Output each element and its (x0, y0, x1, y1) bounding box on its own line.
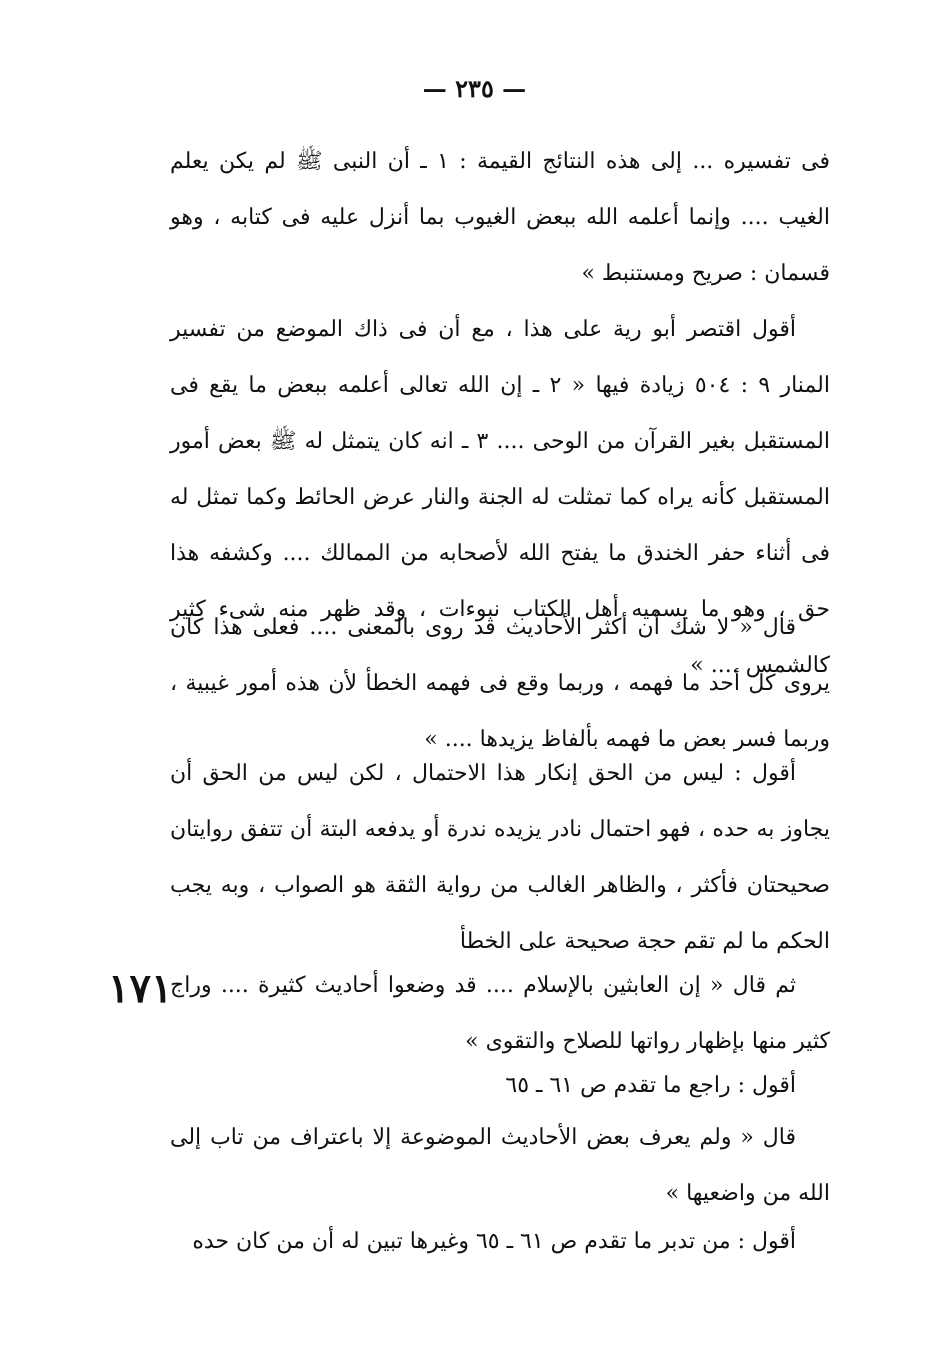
paragraph-6 (170, 1058, 830, 1114)
paragraph-text: قال « ولم يعرف بعض الأحاديث الموضوعة إلا باعتراف من تاب إلى الله من واضعيها » (170, 1125, 830, 1206)
paragraph-4 (170, 746, 830, 970)
paragraph-text: أقول اقتصر أبو رية على هذا ، مع أن فى ذاك الموضع من تفسير المنار ٩ : ٥٠٤ زيادة فيها « ٢ ـ إن الله تعالى أعلمه ببعض ما يقع فى المستقبل بغير القرآن من الوحى .... ٣ ـ انه كان يتمثل له ﷺ بعض أمور المستقبل كأنه يراه كما تمثلت له الجنة والنار عرض الحائط وكما تمثل له فى أثناء حفر الخندق ما يفتح الله لأصحابه من الممالك .... وكشفه هذا حق ، وهو ما يسميه أهل الكتاب نبوءات ، وقد ظهر منه شىء كثير كالشمس .... » (170, 317, 830, 678)
paragraph-7 (170, 1110, 830, 1222)
page-number: — ٢٣٥ — (422, 74, 527, 103)
paragraph-text: فى تفسيره ... إلى هذه النتائج القيمة : ١ ـ أن النبى ﷺ لم يكن يعلم الغيب .... وإنما أعلمه الله ببعض الغيوب بما أنزل عليه فى كتابه ، وهو قسمان : صريح ومستنبط » (170, 149, 830, 286)
paragraph-text: أقول : ليس من الحق إنكار هذا الاحتمال ، لكن ليس من الحق أن يجاوز به حده ، فهو احتمال نادر يزيده ندرة أو يدفعه البتة أن تتفق روايتان صحيحتان فأكثر ، والظاهر الغالب من رواية الثقة هو الصواب ، وبه يجب الحكم ما لم تقم حجة صحيحة على الخطأ (170, 761, 830, 954)
paragraph-text: ثم قال « إن العابثين بالإسلام .... قد وضعوا أحاديث كثيرة .... وراج كثير منها بإظهار رواتها للصلاح والتقوى » (170, 973, 830, 1054)
paragraph-5 (170, 958, 830, 1070)
paragraph-text: قال « لا شك أن أكثر الأحاديث قد روى بالمعنى .... فعلى هذا كان يروى كل أحد ما فهمه ، وربما وقع فى فهمه الخطأ لأن هذه أمور غيبية ، وربما فسر بعض ما فهمه بألفاظ يزيدها .... » (170, 615, 830, 752)
paragraph-text: أقول : من تدبر ما تقدم ص ٦١ ـ ٦٥ وغيرها تبين له أن من كان حده (192, 1229, 796, 1254)
paragraph-8 (170, 1214, 830, 1270)
paragraph-1 (170, 134, 830, 302)
margin-section-number: ١٧١ (108, 965, 173, 1012)
paragraph-3 (170, 600, 830, 768)
paragraph-text: أقول : راجع ما تقدم ص ٦١ ـ ٦٥ (505, 1073, 796, 1098)
